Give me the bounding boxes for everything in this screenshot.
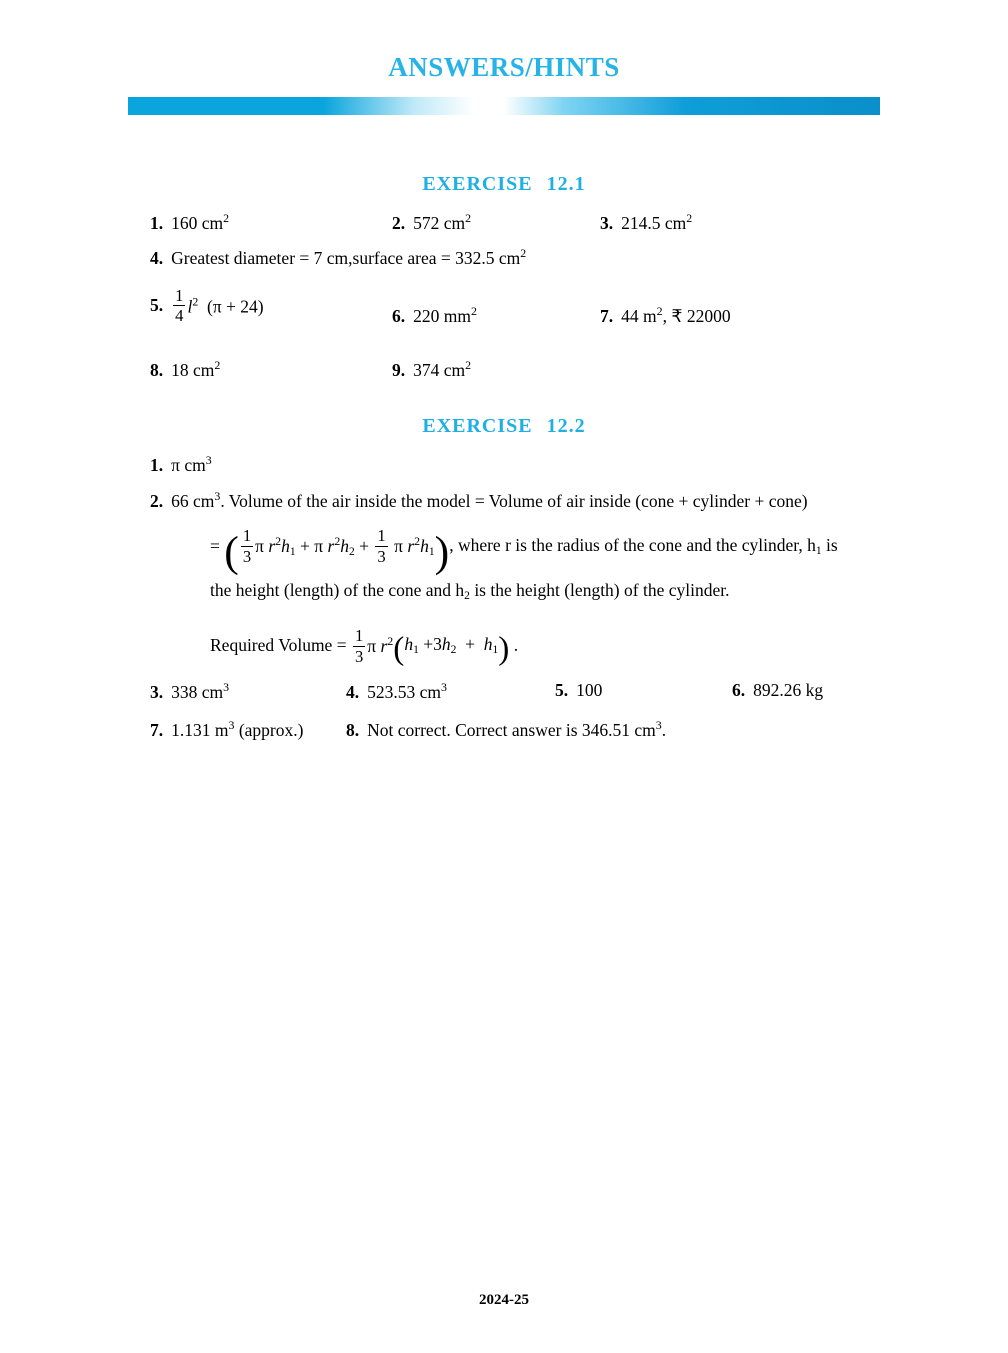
- answer-row: [128, 452, 880, 478]
- term-1: π $r^2h_1$: [255, 533, 296, 558]
- answer-number: 3.: [600, 212, 614, 233]
- answer-value: 892.26 kg: [753, 680, 824, 701]
- answer-number: 9.: [392, 359, 406, 380]
- answer-number: 1.: [150, 454, 164, 475]
- answer-item-2: [392, 210, 471, 235]
- answer-expression: (π + 24): [207, 296, 264, 317]
- answer-number: 5.: [555, 680, 569, 701]
- required-volume-terms: $h_1 +3h_2 + h_1$: [404, 634, 499, 657]
- answer-item-4: [150, 245, 526, 270]
- answer-value: 338 $cm^3$: [171, 680, 230, 702]
- exponent: 2: [465, 211, 472, 225]
- answer-item-9: [392, 357, 471, 382]
- answers-content: [128, 115, 880, 743]
- exercise-number: 12.2: [546, 415, 586, 437]
- answer-item-6: [732, 679, 823, 703]
- exponent: 3: [223, 680, 230, 695]
- answer-line-1: [150, 488, 880, 513]
- answer-value: 44 $m^2$, ₹ 22000: [621, 304, 731, 326]
- answer-value: Not correct. Correct answer is 346.51 $cm^3$.: [367, 718, 667, 740]
- answer-number: 6.: [392, 305, 406, 326]
- exponent: 2: [214, 358, 221, 372]
- answer-required-volume-line: Required Volume = $\frac{1}{3}$ π $r^2$ ( $h_1 +3h_2 + h_1$ ) .: [210, 626, 519, 668]
- period: .: [509, 635, 519, 656]
- answer-row: [128, 245, 880, 271]
- title-rule-decoration: [128, 97, 880, 115]
- answer-value: 572 $cm^2$: [413, 211, 472, 233]
- equals-sign: =: [210, 535, 225, 556]
- page-title: ANSWERS/HINTS: [388, 52, 620, 82]
- answer-number: 4.: [150, 247, 164, 268]
- exercise-label: EXERCISE: [422, 415, 533, 437]
- answer-item-3: [600, 210, 692, 235]
- formula-tail: , where r is the radius of the cone and the cylinder, $h_1$ is: [449, 534, 838, 557]
- exponent: 3: [205, 453, 212, 467]
- answer-number: 1.: [150, 212, 164, 233]
- answer-text: 66 $cm^3$. Volume of the air inside the model = Volume of air inside (cone + cylinder + cone): [171, 489, 808, 511]
- variable-l: l: [187, 296, 193, 317]
- fraction-one-fourth: [173, 287, 185, 325]
- exponent: 3: [441, 680, 447, 695]
- answer-item-7: [150, 717, 303, 742]
- answer-number: 6.: [732, 680, 746, 701]
- answer-number: 8.: [346, 719, 360, 740]
- exercise-label: EXERCISE: [422, 173, 533, 195]
- answer-value: 374 $cm^2$: [413, 358, 472, 380]
- answer-value: 18 $cm^2$: [171, 358, 221, 380]
- exponent: 2: [656, 304, 663, 318]
- answer-row: [128, 717, 880, 743]
- answer-number: 3.: [150, 681, 164, 702]
- answer-row: [128, 210, 880, 236]
- answer-item-1: [150, 452, 212, 477]
- exponent: 3: [655, 718, 662, 733]
- answer-item-5: [555, 679, 602, 703]
- answer-number: 2.: [150, 490, 164, 511]
- answer-number: 4.: [346, 681, 360, 702]
- plus-2: +: [354, 535, 374, 556]
- answer-item-8: [346, 717, 666, 742]
- answer-value: 1.131 $m^3$ (approx.): [171, 718, 304, 740]
- exponent: 2: [686, 211, 693, 225]
- exercise-heading-12-2: [128, 413, 880, 440]
- answer-value: 220 $mm^2$: [413, 304, 477, 326]
- answer-item-3: [150, 679, 229, 704]
- plus-1: +: [295, 535, 315, 556]
- term-3: π $r^2h_1$: [389, 533, 435, 558]
- answer-row: [128, 287, 880, 343]
- exponent: 2: [192, 294, 199, 309]
- required-volume-expression: π $r^2$: [367, 634, 394, 657]
- answer-item-7: [600, 287, 731, 328]
- exercise-number: 12.1: [546, 173, 586, 195]
- answer-number: 7.: [600, 305, 614, 326]
- fraction-one-third-3: $\frac{1}{3}$: [354, 626, 364, 666]
- answer-item-1: [150, 210, 229, 235]
- answer-value: π $cm^3$: [171, 453, 212, 475]
- answer-number: 7.: [150, 719, 164, 740]
- answer-number: 5.: [150, 295, 164, 316]
- answer-item-4: [346, 679, 447, 704]
- term-2: π $r^2h_2$: [314, 533, 355, 558]
- answer-number: 8.: [150, 359, 164, 380]
- exponent: 3: [228, 718, 235, 733]
- exercise-heading-12-1: [128, 171, 880, 198]
- fraction-numerator: 1: [175, 286, 184, 305]
- exponent: 2: [520, 246, 527, 260]
- exponent: 2: [470, 304, 477, 318]
- answer-item-2: [128, 488, 880, 668]
- answer-row: [128, 357, 880, 383]
- fraction-one-third: $\frac{1}{3}$: [242, 526, 252, 566]
- answer-line-3: the height (length) of the cone and $h_2$ is the height (length) of the cylinder.: [210, 580, 730, 603]
- answer-value: 523.53 $cm^3$: [367, 680, 447, 702]
- answer-item-8: [150, 357, 220, 382]
- answer-row: [128, 679, 880, 705]
- answer-item-5: [150, 287, 264, 325]
- page-footer: 2024-25: [479, 1292, 529, 1308]
- exponent: 2: [223, 211, 230, 225]
- exponent: 3: [214, 489, 221, 503]
- answer-formula-line: = ( $\frac{1}{3}$ π $r^2h_1$ + π $r^2h_2$ + $\frac{1}{3}$ π $r^2h_1$ ) , where r is the radius of the cone and the cylinder, $h_1$ is: [210, 526, 838, 576]
- answer-value: [171, 287, 264, 325]
- answer-item-6: [392, 287, 477, 328]
- fraction-denominator: 4: [175, 306, 184, 326]
- answer-value: 160 $cm^2$: [171, 211, 230, 233]
- exponent: 2: [465, 358, 472, 372]
- answer-value-extra: , ₹ 22000: [662, 305, 731, 326]
- required-volume-label: Required Volume =: [210, 635, 347, 656]
- answer-number: 2.: [392, 212, 406, 233]
- fraction-one-third-2: $\frac{1}{3}$: [377, 526, 386, 566]
- answer-value: 100: [576, 680, 603, 701]
- answer-value: Greatest diameter = 7 cm,surface area = 332.5 $cm^2$: [171, 246, 527, 268]
- answer-value: 214.5 $cm^2$: [621, 211, 693, 233]
